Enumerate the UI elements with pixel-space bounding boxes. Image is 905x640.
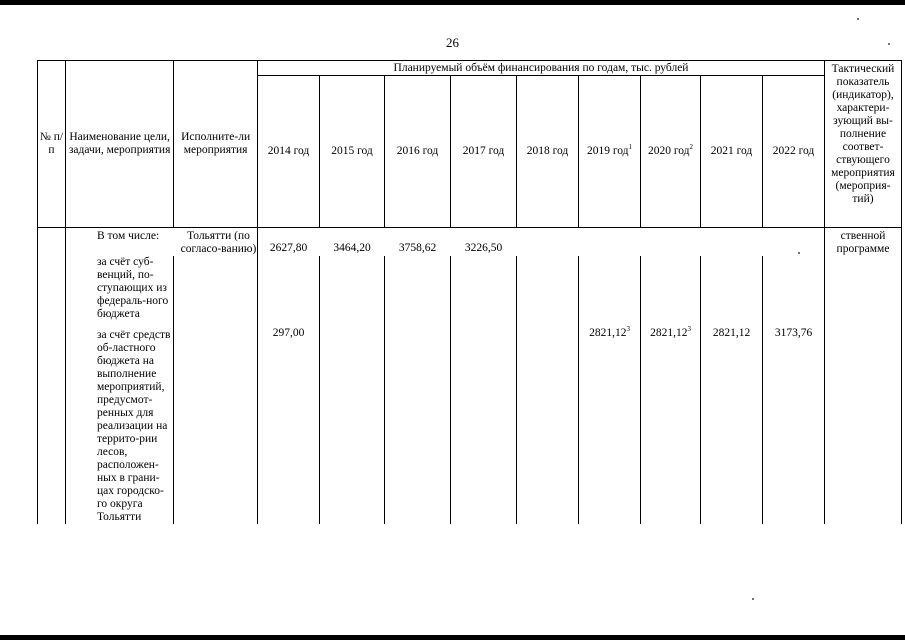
cell-federal-executor	[174, 256, 258, 321]
cell-federal-indicator	[825, 256, 902, 321]
cell-intro-name	[66, 228, 258, 257]
cell-federal-2015: 3464,20	[320, 242, 385, 307]
header-executor: Исполните-ли мероприятия	[174, 61, 258, 228]
header-year-2015: 2015 год	[320, 76, 385, 228]
header-year-2017: 2017 год	[451, 76, 517, 228]
header-year-2014: 2014 год	[258, 76, 320, 228]
bottom-border-bar	[0, 635, 905, 640]
table-row-federal	[38, 256, 902, 321]
intro-executor-text: Тольятти (по согласо-ванию)	[180, 230, 257, 255]
cell-regional-name: за счёт средств об-ластного бюджета на выполнение мероприятий, предусмот-ренных для реализации на террито-рии лесов, расположен-ных в грани-цах городско-го округа Тольятти	[66, 327, 174, 524]
cell-regional-2022: 3173,76	[763, 327, 825, 524]
cell-regional-2017	[451, 327, 517, 524]
cell-regional-executor	[174, 327, 258, 524]
header-year-2020: 2020 год$^2$	[641, 76, 701, 228]
table-row-regional	[38, 327, 902, 524]
cell-regional-2021: 2821,12	[701, 327, 763, 524]
cell-federal-2020	[641, 256, 701, 321]
cell-num	[38, 327, 66, 524]
cell-intro-indicator: ственной программе	[825, 228, 902, 257]
cell-regional-2014: 297,00	[258, 327, 320, 524]
header-plan: Планируемый объём финансирования по годам, тыс. рублей	[258, 61, 825, 76]
header-num: № п/п	[38, 61, 66, 228]
cell-regional-2020: 2821,12$^3$	[641, 327, 701, 524]
header-year-2016: 2016 год	[385, 76, 451, 228]
header-year-2021: 2021 год	[701, 76, 763, 228]
header-name: Наименование цели, задачи, мероприятия	[66, 61, 174, 228]
cell-regional-2016	[385, 327, 451, 524]
financing-table	[37, 60, 902, 524]
cell-num	[38, 256, 66, 321]
cell-federal-2019	[579, 256, 641, 321]
header-indicator: Тактический показатель (индикатор), характери-зующий вы-полнение соответ-ствующего мероприятия (мероприя-тий)	[825, 61, 902, 228]
header-year-2019: 2019 год$^1$	[579, 76, 641, 228]
cell-federal-2016: 3758,62	[385, 242, 451, 307]
cell-num	[38, 228, 66, 257]
header-year-2018: 2018 год	[517, 76, 579, 228]
cell-regional-2015	[320, 327, 385, 524]
cell-federal-2018	[517, 256, 579, 321]
scan-speck	[752, 598, 754, 600]
intro-name-text: В том числе:	[97, 230, 160, 242]
cell-federal-name: за счёт суб-венций, по-ступающих из федераль-ного бюджета	[66, 256, 174, 321]
cell-federal-2017: 3226,50	[451, 242, 517, 307]
cell-regional-2018	[517, 327, 579, 524]
cell-regional-2019: 2821,12$^3$	[579, 327, 641, 524]
cell-federal-2014: 2627,80	[258, 242, 320, 307]
scan-speck	[857, 18, 859, 20]
cell-regional-indicator	[825, 327, 902, 524]
header-row-1	[38, 61, 902, 76]
top-border-bar	[0, 0, 905, 5]
cell-federal-2021	[701, 256, 763, 321]
cell-federal-2022	[763, 256, 825, 321]
page-number: 26	[446, 35, 459, 50]
scan-speck	[888, 43, 890, 45]
header-year-2022: 2022 год	[763, 76, 825, 228]
